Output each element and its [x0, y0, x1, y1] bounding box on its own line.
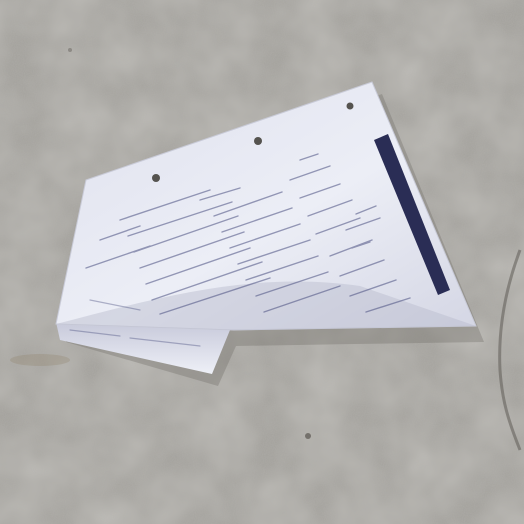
punch-hole-icon — [254, 137, 262, 145]
ground-stain — [305, 433, 311, 439]
ground-stain — [10, 354, 70, 366]
punch-hole-icon — [152, 174, 160, 182]
punch-hole-icon — [347, 103, 354, 110]
ground-stain — [68, 48, 72, 52]
